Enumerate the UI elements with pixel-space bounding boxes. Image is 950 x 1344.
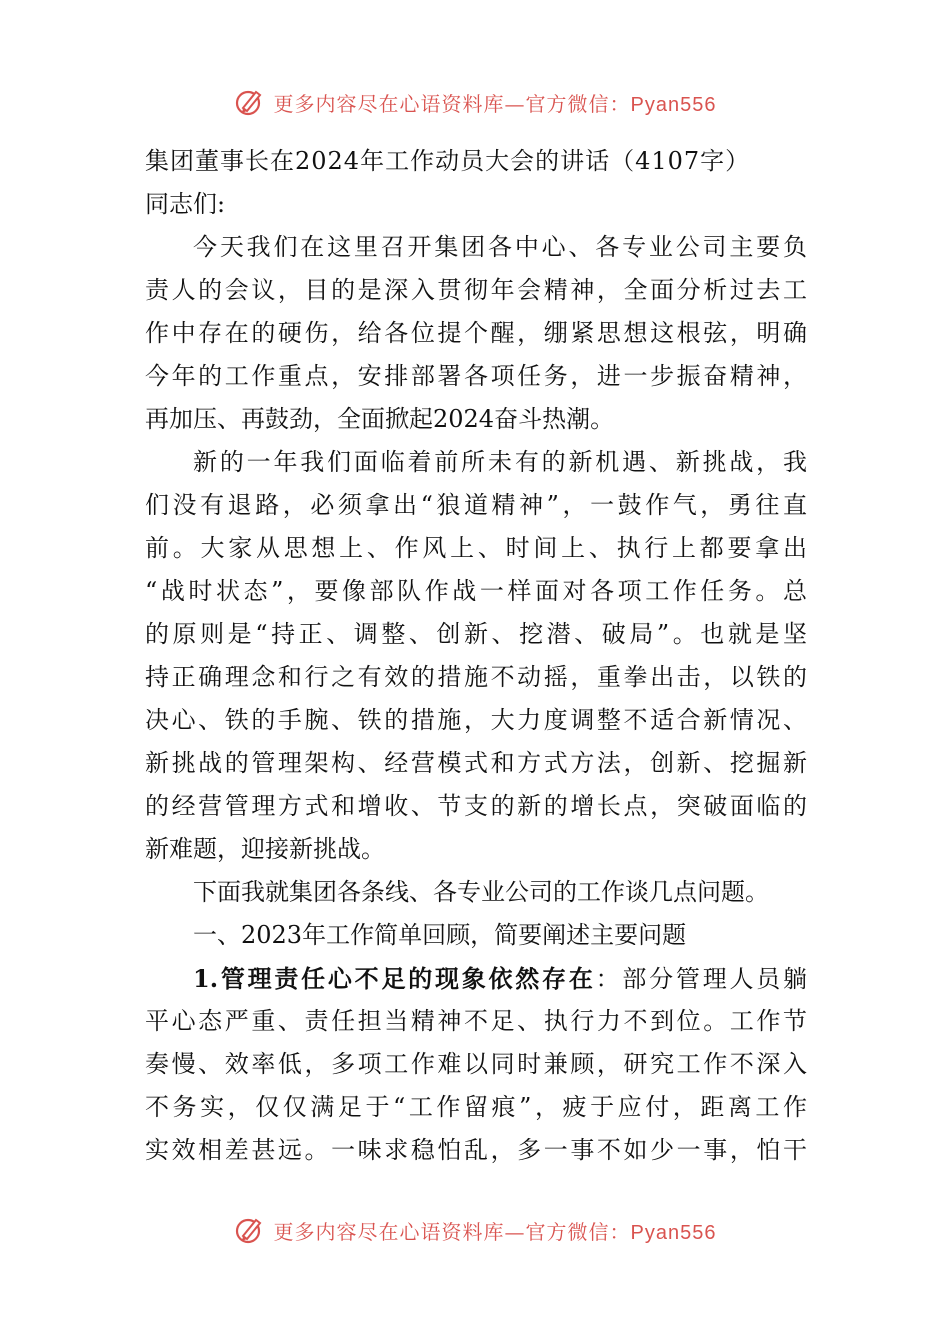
paragraph-line: 的经营管理方式和增收、节支的新的增长点，突破面临的 [145, 792, 807, 820]
watermark-footer [0, 1210, 950, 1250]
paragraph-line: 作中存在的硬伤，给各位提个醒，绷紧思想这根弦，明确 [145, 319, 807, 347]
watermark-text: 更多内容尽在心语资料库—官方微信： [273, 91, 631, 116]
document-title: 集团董事长在2024年工作动员大会的讲话（4107字） [145, 147, 751, 175]
paragraph-line: 新的一年我们面临着前所未有的新机遇、新挑战，我 [193, 448, 807, 476]
paragraph-line: 今天我们在这里召开集团各中心、各专业公司主要负 [193, 233, 807, 261]
paragraph-line: 今年的工作重点，安排部署各项任务，进一步振奋精神， [145, 362, 807, 390]
salutation: 同志们: [145, 190, 226, 218]
pen-logo-icon [234, 1214, 266, 1246]
paragraph-line: 前。大家从思想上、作风上、时间上、执行上都要拿出 [145, 534, 807, 562]
paragraph-line: 持正确理念和行之有效的措施不动摇，重拳出击，以铁的 [145, 663, 807, 691]
paragraph-line: 不务实，仅仅满足于“工作留痕”，疲于应付，距离工作 [145, 1093, 807, 1121]
document-body [145, 140, 807, 1172]
item-1-heading: 1.管理责任心不足的现象依然存在 [193, 964, 596, 993]
item-1-first-line [145, 957, 807, 1000]
paragraph-line: 实效相差甚远。一味求稳怕乱，多一事不如少一事，怕干 [145, 1136, 807, 1164]
paragraph-line: 平心态严重、责任担当精神不足、执行力不到位。工作节 [145, 1007, 807, 1035]
section-heading-1: 一、2023年工作简单回顾，简要阐述主要问题 [193, 921, 687, 949]
watermark-wechat-id: Pyan556 [630, 1221, 717, 1244]
watermark-header [0, 82, 950, 122]
paragraph-line: 责人的会议，目的是深入贯彻年会精神，全面分析过去工 [145, 276, 807, 304]
paragraph-line: “战时状态”，要像部队作战一样面对各项工作任务。总 [145, 577, 807, 605]
paragraph-line: 新挑战的管理架构、经营模式和方式方法，创新、挖掘新 [145, 749, 807, 777]
watermark-text: 更多内容尽在心语资料库—官方微信： [273, 1219, 631, 1244]
pen-logo-icon [234, 86, 266, 118]
paragraph-line: 们没有退路，必须拿出“狼道精神”，一鼓作气，勇往直 [145, 491, 807, 519]
paragraph-line: 决心、铁的手腕、铁的措施，大力度调整不适合新情况、 [145, 706, 807, 734]
watermark-wechat-id: Pyan556 [630, 93, 717, 116]
paragraph-line: 再加压、再鼓劲，全面掀起2024奋斗热潮。 [145, 405, 615, 433]
paragraph-1 [145, 226, 807, 441]
item-1-first-rest: ：部分管理人员躺 [595, 965, 807, 993]
paragraph-3: 下面我就集团各条线、各专业公司的工作谈几点问题。 [193, 878, 769, 906]
paragraph-line: 奏慢、效率低，多项工作难以同时兼顾，研究工作不深入 [145, 1050, 807, 1078]
item-1 [145, 957, 807, 1172]
paragraph-2 [145, 441, 807, 871]
paragraph-line: 的原则是“持正、调整、创新、挖潜、破局”。也就是坚 [145, 620, 807, 648]
paragraph-line: 新难题，迎接新挑战。 [145, 835, 385, 863]
